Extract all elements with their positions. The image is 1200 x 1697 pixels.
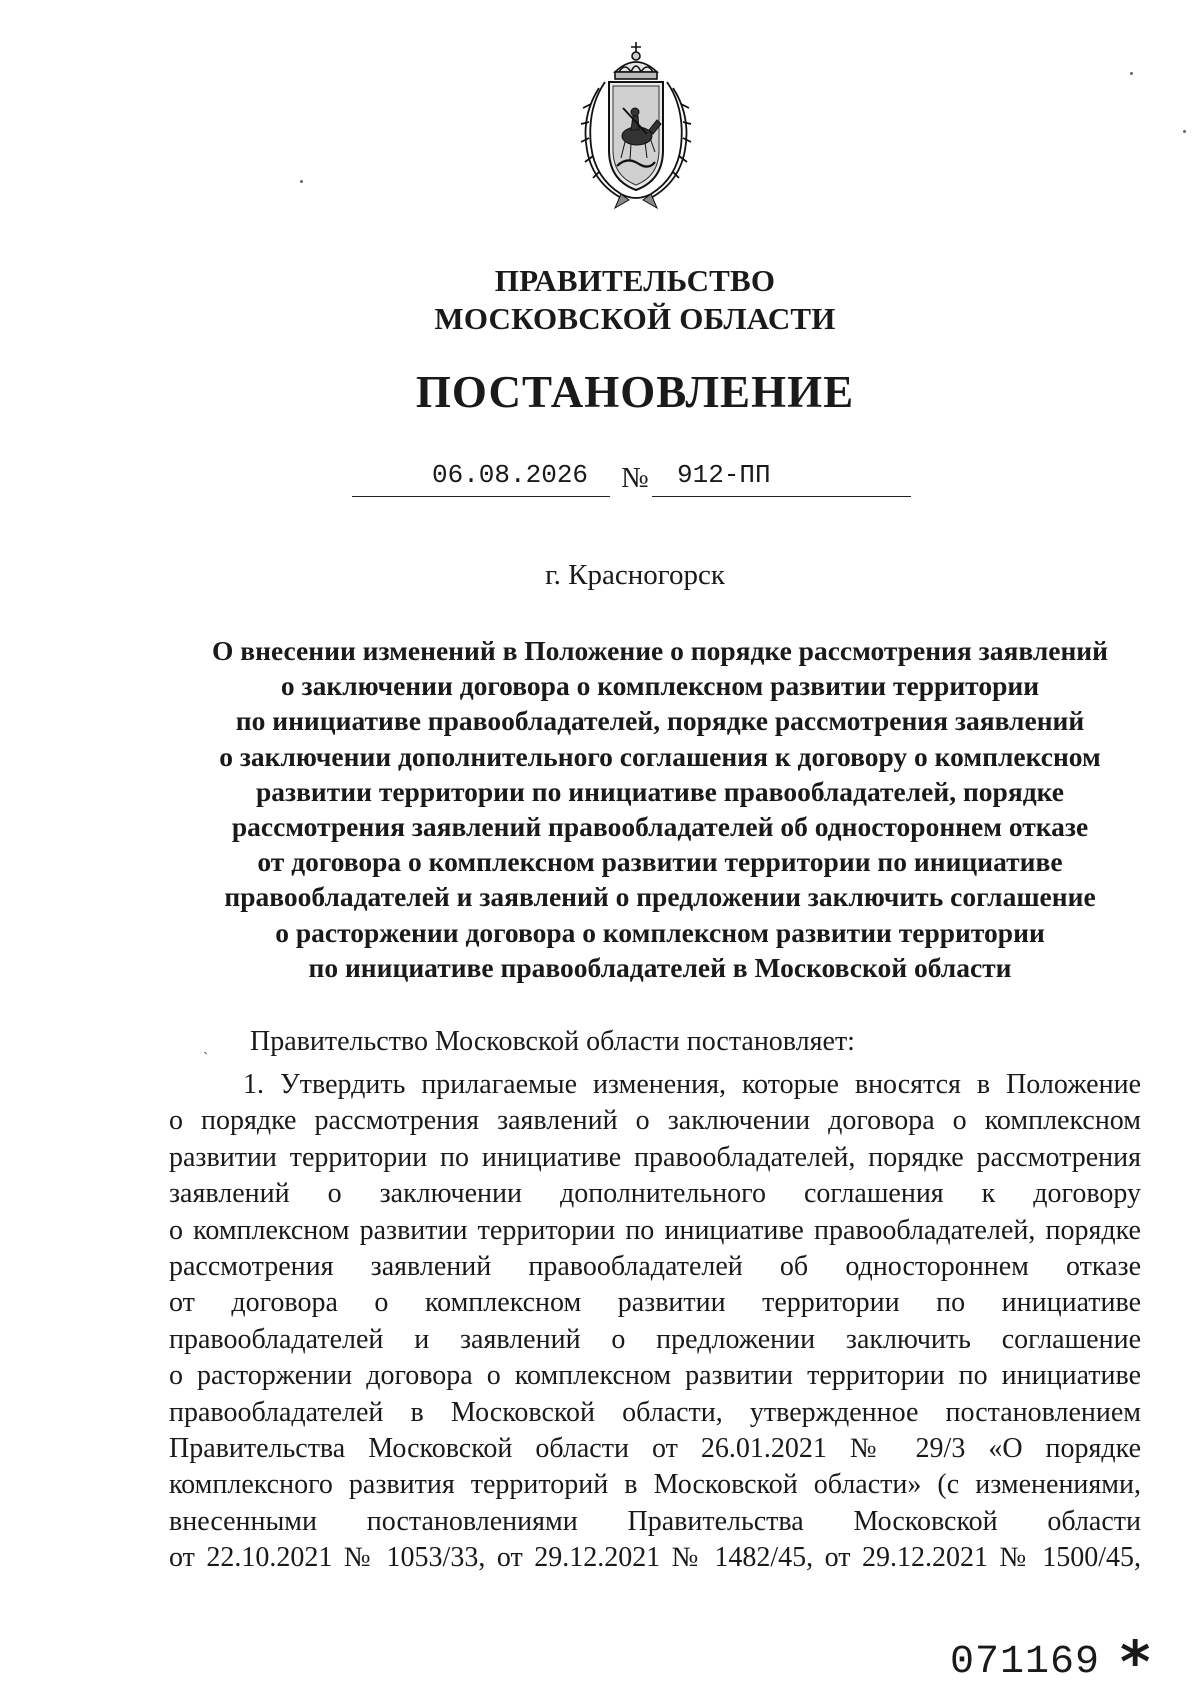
title-line: развитии территории по инициативе правообладателей, порядке xyxy=(255,775,1064,807)
scan-speck xyxy=(1183,130,1186,133)
serial-mark: * xyxy=(1120,1628,1151,1696)
title-line: правообладателей и заявлений о предложении заключить соглашение xyxy=(224,881,1096,913)
body-line: от договора о комплексном развитии территории по инициативе xyxy=(169,1287,1141,1319)
scan-speck xyxy=(1130,72,1133,75)
body-paragraph xyxy=(169,1067,1141,1576)
body-line: развитии территории по инициативе правообладателей, порядке рассмотрения xyxy=(169,1141,1141,1173)
body-line: правообладателей в Московской области, утвержденное постановлением xyxy=(169,1396,1141,1428)
organization-name-line-2: МОСКОВСКОЙ ОБЛАСТИ xyxy=(434,301,836,336)
title-line: о заключении договора о комплексном развитии территории xyxy=(280,670,1040,702)
date-underline xyxy=(352,496,610,497)
pen-tick-mark: ˏ xyxy=(203,1038,209,1055)
title-line: О внесении изменений в Положение о порядке рассмотрения заявлений xyxy=(212,635,1108,666)
title-line: по инициативе правообладателей в Московской области xyxy=(308,951,1012,983)
number-sign: № xyxy=(621,462,649,494)
intro-paragraph: Правительство Московской области постановляет: xyxy=(250,1026,855,1057)
body-line: от 22.10.2021 № 1053/33, от 29.12.2021 № 1482/45, от 29.12.2021 № 1500/45, xyxy=(169,1542,1141,1574)
body-line: о порядке рассмотрения заявлений о заключении договора о комплексном xyxy=(169,1105,1141,1137)
body-line: 1. Утвердить прилагаемые изменения, которые вносятся в Положение xyxy=(243,1069,1141,1100)
document-type: ПОСТАНОВЛЕНИЕ xyxy=(415,367,855,417)
title-line: о заключении дополнительного соглашения к договору о комплексном xyxy=(219,740,1101,772)
document-title xyxy=(140,633,1180,985)
organization-name-line-1: ПРАВИТЕЛЬСТВО xyxy=(494,263,776,298)
body-line: о расторжении договора о комплексном развитии территории по инициативе xyxy=(169,1360,1141,1392)
number-underline xyxy=(652,496,911,497)
city: г. Красногорск xyxy=(545,559,725,591)
title-line: о расторжении договора о комплексном развитии территории xyxy=(275,916,1045,948)
body-line: о комплексном развитии территории по инициативе правообладателей, порядке xyxy=(169,1214,1141,1246)
body-line: правообладателей и заявлений о предложении заключить соглашение xyxy=(169,1323,1141,1355)
body-line: внесенными постановлениями Правительства Московской области xyxy=(169,1505,1141,1537)
title-line: от договора о комплексном развитии территории по инициативе xyxy=(257,846,1063,878)
title-line: по инициативе правообладателей, порядке рассмотрения заявлений xyxy=(235,705,1085,737)
coat-of-arms-icon xyxy=(575,38,697,210)
body-line: рассмотрения заявлений правообладателей об одностороннем отказе xyxy=(169,1250,1141,1282)
scan-speck xyxy=(300,180,303,183)
title-line: рассмотрения заявлений правообладателей об одностороннем отказе xyxy=(231,811,1089,843)
body-line: комплексного развития территорий в Московской области» (с изменениями, xyxy=(169,1469,1141,1501)
document-date: 06.08.2026 xyxy=(432,460,589,490)
serial-number: 071169 xyxy=(950,1640,1101,1685)
document-number: 912-ПП xyxy=(677,460,771,490)
body-line: заявлений о заключении дополнительного соглашения к договору xyxy=(169,1178,1141,1210)
body-line: Правительства Московской области от 26.01.2021 № 29/3 «О порядке xyxy=(169,1432,1141,1464)
